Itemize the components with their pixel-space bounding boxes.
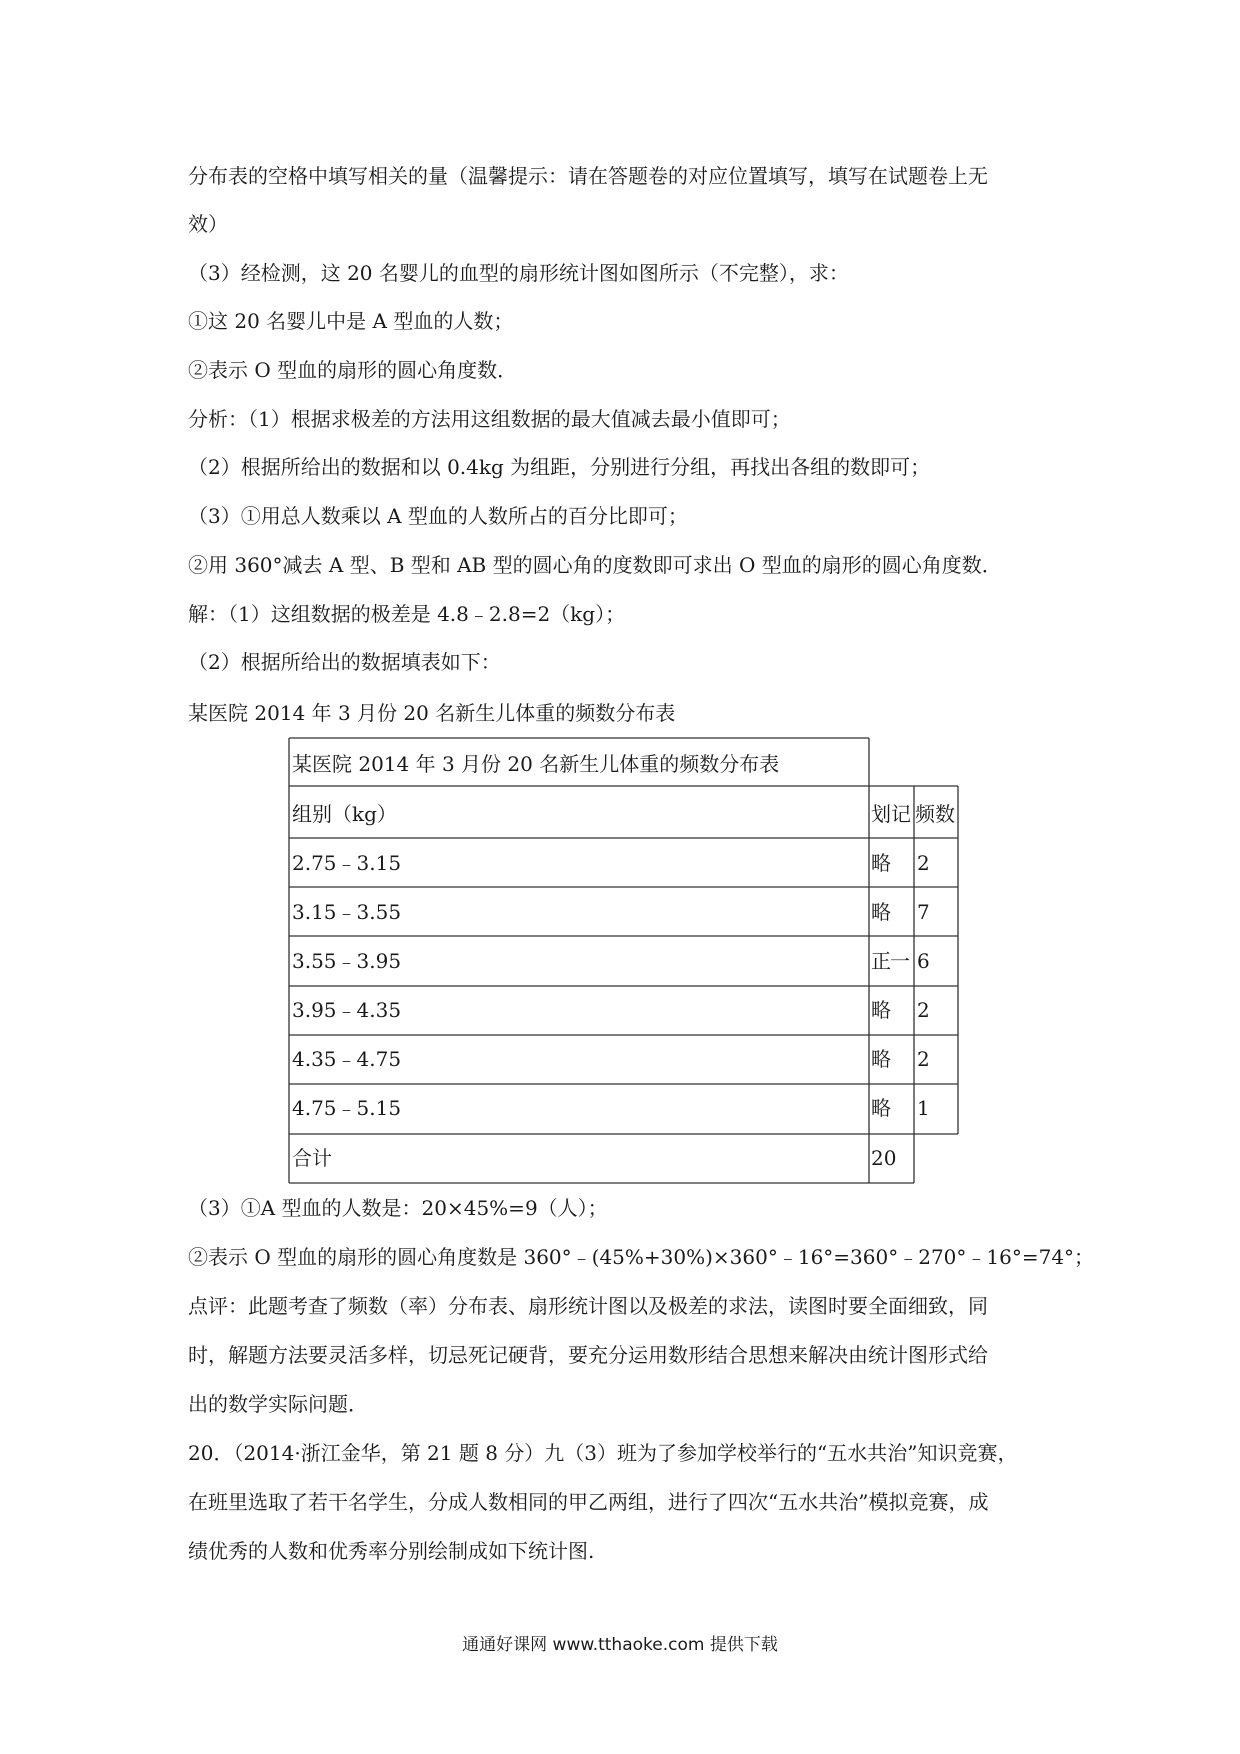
paragraph-16: 出的数学实际问题． bbox=[188, 1392, 368, 1416]
row-frequency: 6 bbox=[917, 949, 930, 973]
row-frequency: 2 bbox=[917, 998, 930, 1022]
page-footer[interactable]: 通通好课网 www.tthaoke.com 提供下载 bbox=[462, 1635, 778, 1655]
header-tally: 划记 bbox=[871, 802, 911, 826]
paragraph-5: ②表示 O 型血的扇形的圆心角度数． bbox=[188, 358, 518, 382]
paragraph-14: 点评：此题考查了频数（率）分布表、扇形统计图以及极差的求法，读图时要全面细致，同 bbox=[188, 1294, 988, 1318]
paragraph-15: 时，解题方法要灵活多样，切忌死记硬背，要充分运用数形结合思想来解决由统计图形式给 bbox=[188, 1343, 988, 1367]
row-group: 3.55﹣3.95 bbox=[292, 949, 402, 973]
row-tally: 略 bbox=[871, 900, 891, 924]
paragraph-2: 效） bbox=[188, 212, 228, 236]
total-label: 合计 bbox=[292, 1146, 332, 1170]
row-frequency: 2 bbox=[917, 1047, 930, 1071]
paragraph-18: 在班里选取了若干名学生，分成人数相同的甲乙两组，进行了四次“五水共治”模拟竞赛，成 bbox=[188, 1490, 989, 1514]
paragraph-1: 分布表的空格中填写相关的量（温馨提示：请在答题卷的对应位置填写，填写在试题卷上无 bbox=[188, 164, 988, 188]
paragraph-19: 绩优秀的人数和优秀率分别绘制成如下统计图. bbox=[188, 1539, 595, 1563]
row-group: 4.75﹣5.15 bbox=[292, 1096, 402, 1120]
row-group: 3.15﹣3.55 bbox=[292, 900, 402, 924]
row-frequency: 7 bbox=[917, 900, 930, 924]
row-tally: 略 bbox=[871, 1096, 891, 1120]
paragraph-12: （3）①A 型血的人数是：20×45%=9（人）； bbox=[188, 1196, 608, 1220]
table-title: 某医院 2014 年 3 月份 20 名新生儿体重的频数分布表 bbox=[292, 752, 780, 776]
paragraph-8: （3）①用总人数乘以 A 型血的人数所占的百分比即可； bbox=[188, 504, 688, 528]
row-frequency: 2 bbox=[917, 851, 930, 875]
row-tally: 略 bbox=[871, 851, 891, 875]
header-frequency: 频数 bbox=[915, 802, 955, 826]
row-tally: 略 bbox=[871, 1047, 891, 1071]
row-group: 4.35﹣4.75 bbox=[292, 1047, 402, 1071]
paragraph-17: 20．（2014·浙江金华，第 21 题 8 分）九（3）班为了参加学校举行的“五水共治”知识竞赛， bbox=[188, 1441, 1018, 1465]
row-group: 3.95﹣4.35 bbox=[292, 998, 402, 1022]
row-tally: 略 bbox=[871, 998, 891, 1022]
row-tally: 正一 bbox=[871, 949, 909, 973]
paragraph-9: ②用 360°减去 A 型、B 型和 AB 型的圆心角的度数即可求出 O 型血的扇形的圆心角度数． bbox=[188, 553, 1002, 577]
paragraph-11: （2）根据所给出的数据填表如下： bbox=[188, 650, 501, 674]
paragraph-7: （2）根据所给出的数据和以 0.4kg 为组距，分别进行分组，再找出各组的数即可； bbox=[188, 455, 931, 479]
paragraph-3: （3）经检测，这 20 名婴儿的血型的扇形统计图如图所示（不完整），求： bbox=[188, 261, 849, 285]
paragraph-10: 解：（1）这组数据的极差是 4.8﹣2.8=2（kg）； bbox=[188, 602, 626, 626]
paragraph-6: 分析：（1）根据求极差的方法用这组数据的最大值减去最小值即可； bbox=[188, 407, 791, 431]
table-caption: 某医院 2014 年 3 月份 20 名新生儿体重的频数分布表 bbox=[188, 701, 676, 725]
row-group: 2.75﹣3.15 bbox=[292, 851, 402, 875]
row-frequency: 1 bbox=[917, 1096, 930, 1120]
paragraph-4: ①这 20 名婴儿中是 A 型血的人数； bbox=[188, 309, 514, 333]
header-group: 组别（kg） bbox=[292, 802, 397, 826]
paragraph-13: ②表示 O 型血的扇形的圆心角度数是 360°﹣(45%+30%)×360°﹣16°=360°﹣270°﹣16°=74°； bbox=[188, 1245, 1095, 1269]
total-value: 20 bbox=[871, 1146, 897, 1170]
